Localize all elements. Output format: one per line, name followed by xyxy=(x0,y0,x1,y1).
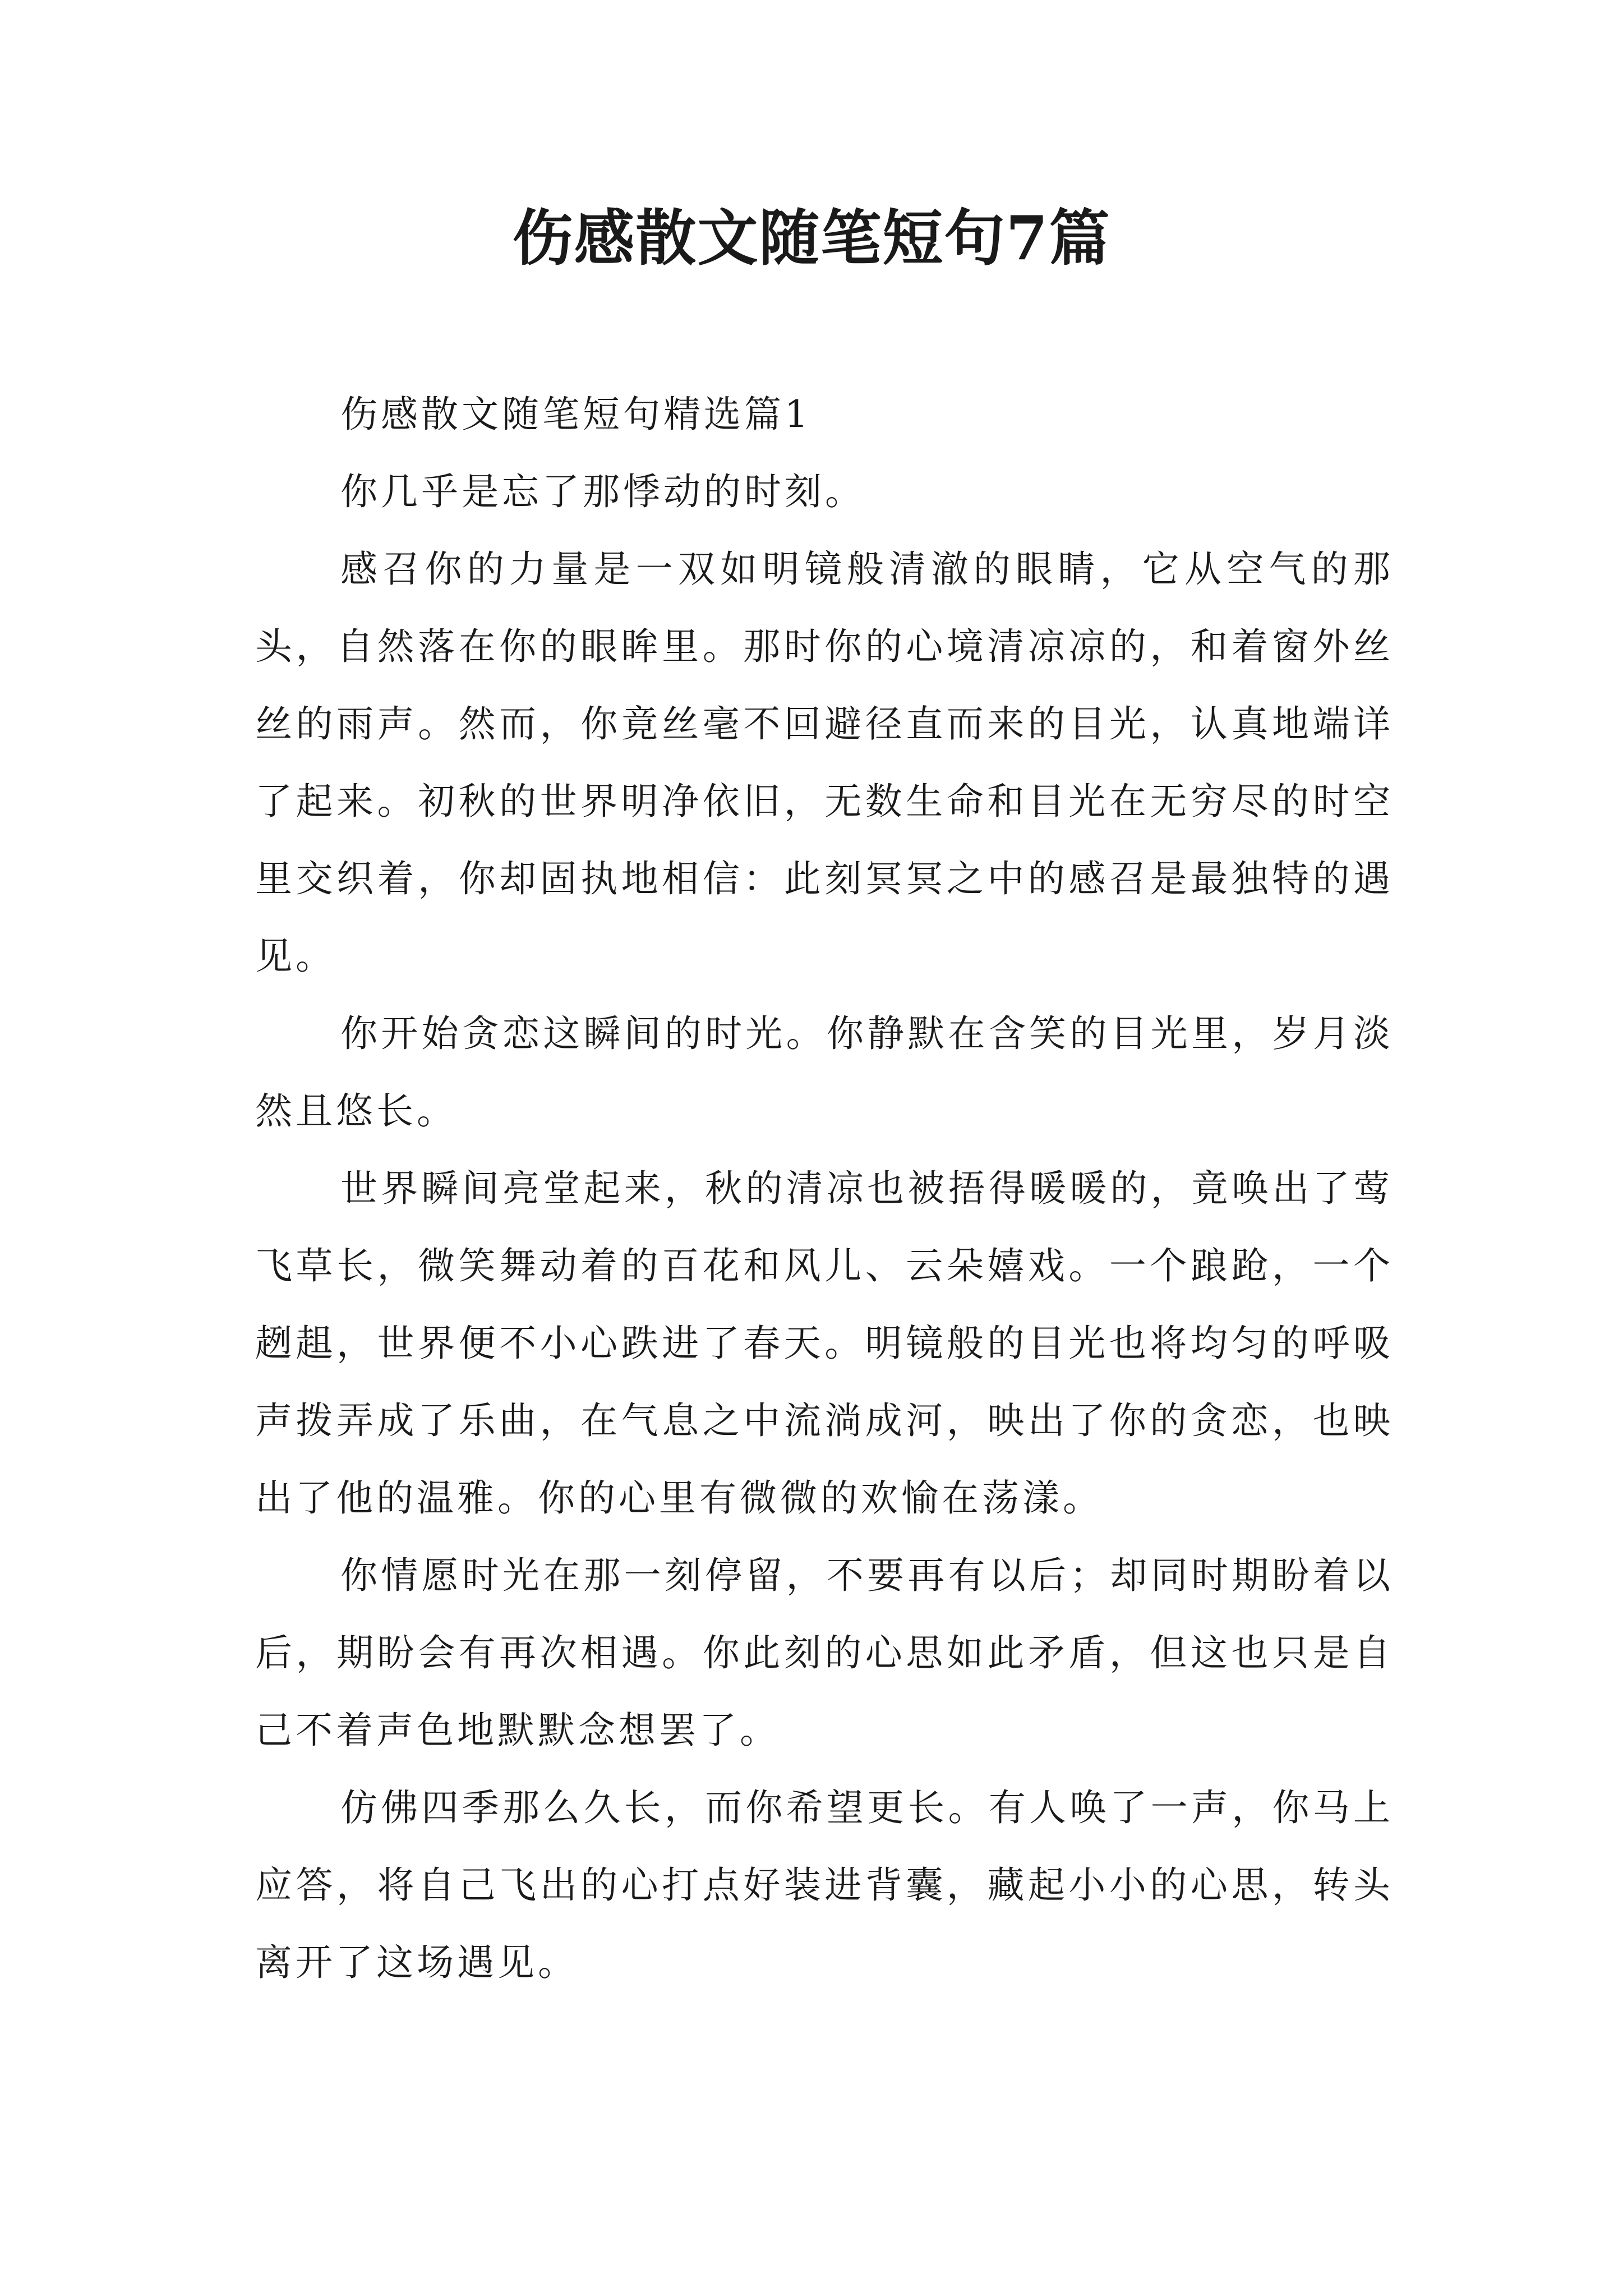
document-title: 伤感散文随笔短句7篇 xyxy=(512,203,1111,274)
paragraph: 世界瞬间亮堂起来，秋的清凉也被捂得暖暖的，竟唤出了莺飞草长，微笑舞动着的百花和风儿、云朵嬉戏。一个踉跄，一个趔趄，世界便不小心跌进了春天。明镜般的目光也将均匀的呼吸声拨弄成了乐曲，在气息之中流淌成河，映出了你的贪恋，也映出了他的温雅。你的心里有微微的欢愉在荡漾。 xyxy=(255,1167,1394,1520)
paragraph: 你几乎是忘了那悸动的时刻。 xyxy=(340,470,865,513)
paragraph: 仿佛四季那么久长，而你希望更长。有人唤了一声，你马上应答，将自己飞出的心打点好装进背囊，藏起小小的心思，转头离开了这场遇见。 xyxy=(255,1786,1394,1984)
paragraph: 你情愿时光在那一刻停留，不要再有以后；却同时期盼着以后，期盼会有再次相遇。你此刻的心思如此矛盾，但这也只是自己不着声色地默默念想罢了。 xyxy=(255,1554,1394,1752)
section-heading: 伤感散文随笔短句精选篇1 xyxy=(340,393,811,436)
paragraph: 感召你的力量是一双如明镜般清澈的眼睛，它从空气的那头，自然落在你的眼眸里。那时你的心境清凉凉的，和着窗外丝丝的雨声。然而，你竟丝毫不回避径直而来的目光，认真地端详了起来。初秋的世界明净依旧，无数生命和目光在无穷尽的时空里交织着，你却固执地相信：此刻冥冥之中的感召是最独特的遇见。 xyxy=(255,547,1394,978)
paragraph: 你开始贪恋这瞬间的时光。你静默在含笑的目光里，岁月淡然且悠长。 xyxy=(255,1012,1394,1133)
document-body xyxy=(255,376,1394,2001)
